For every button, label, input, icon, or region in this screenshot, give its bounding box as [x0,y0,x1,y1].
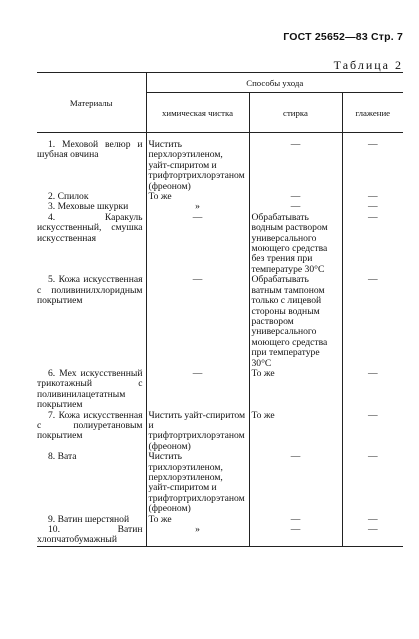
ironing-cell: — [342,133,403,193]
chemical-cleaning-cell: — [146,213,249,275]
washing-cell: То же [249,411,342,453]
material-cell: 6. Мех искусственный трикотажный с поливинилацетатным покрытием [37,367,143,411]
chemical-cleaning-cell: » [146,525,249,546]
chemical-cleaning-cell: Чистить уайт-спиритом и трифтортрихлорэтаном (фреоном) [146,411,249,453]
care-methods-table [37,72,403,547]
material-cell: 4. Каракуль искусственный, смушка искусственная [37,211,143,244]
washing-header: стирка [249,93,342,133]
chemical-cleaning-cell: Чистить трихлорэтиленом, перхлорэтиленом, уайт-спиритом и трифтортрихлорэтаном (фреоном) [146,452,249,514]
ironing-cell: — [342,525,403,546]
chemical-cleaning-cell: — [146,369,249,411]
ironing-cell: — [342,369,403,411]
ironing-cell: — [342,515,403,525]
material-cell: 2. Спилок [48,191,89,203]
ironing-cell: — [342,202,403,212]
material-cell: 3. Меховые шкурки [48,201,129,213]
washing-cell: Обрабатывать водным раствором универсального моющего средства без трения при температуре 30°С [249,213,342,275]
ironing-cell: — [342,192,403,202]
table-row [37,411,403,453]
washing-cell: — [249,515,342,525]
ironing-cell: — [342,452,403,514]
table-row [37,275,403,369]
material-cell: 10. Ватин хлопчатобумажный [37,524,143,546]
table-row [37,452,403,514]
washing-cell: То же [249,369,342,411]
washing-cell: — [249,192,342,202]
chemical-cleaning-header: химическая чистка [146,93,249,133]
ironing-cell: — [342,213,403,275]
table-row [37,525,403,546]
ironing-header: глажение [342,93,403,133]
care-methods-header: Способы ухода [146,73,403,93]
material-cell: 7. Кожа искусственная с полиуретановым покрытием [37,409,143,442]
chemical-cleaning-cell: Чистить перхлорэтиленом, уайт-спиритом и трифтортрихлорэтаном (фреоном) [146,133,249,193]
table-row [37,133,403,193]
material-cell: 5. Кожа искусственная с поливинилхлоридным покрытием [37,274,143,307]
chemical-cleaning-cell: То же [146,515,249,525]
table-row [37,369,403,411]
washing-cell: — [249,133,342,193]
ironing-cell: — [342,411,403,453]
table-row [37,213,403,275]
materials-header: Материалы [37,73,146,133]
chemical-cleaning-cell: » [146,202,249,212]
table-caption: Таблица 2 [333,58,403,72]
material-cell: 9. Ватин шерстяной [48,513,130,525]
chemical-cleaning-cell: То же [146,192,249,202]
ironing-cell: — [342,275,403,369]
washing-cell: — [249,452,342,514]
material-cell: 1. Меховой велюр и шубная овчина [37,139,143,161]
chemical-cleaning-cell: — [146,275,249,369]
washing-cell: — [249,202,342,212]
washing-cell: Обрабатывать ватным тампоном только с лицевой стороны водным раствором универсального моющего средства при температуре 30°С [249,275,342,369]
washing-cell: — [249,525,342,546]
material-cell: 8. Вата [48,451,77,463]
page-header: ГОСТ 25652—83 Стр. 7 [283,31,403,43]
